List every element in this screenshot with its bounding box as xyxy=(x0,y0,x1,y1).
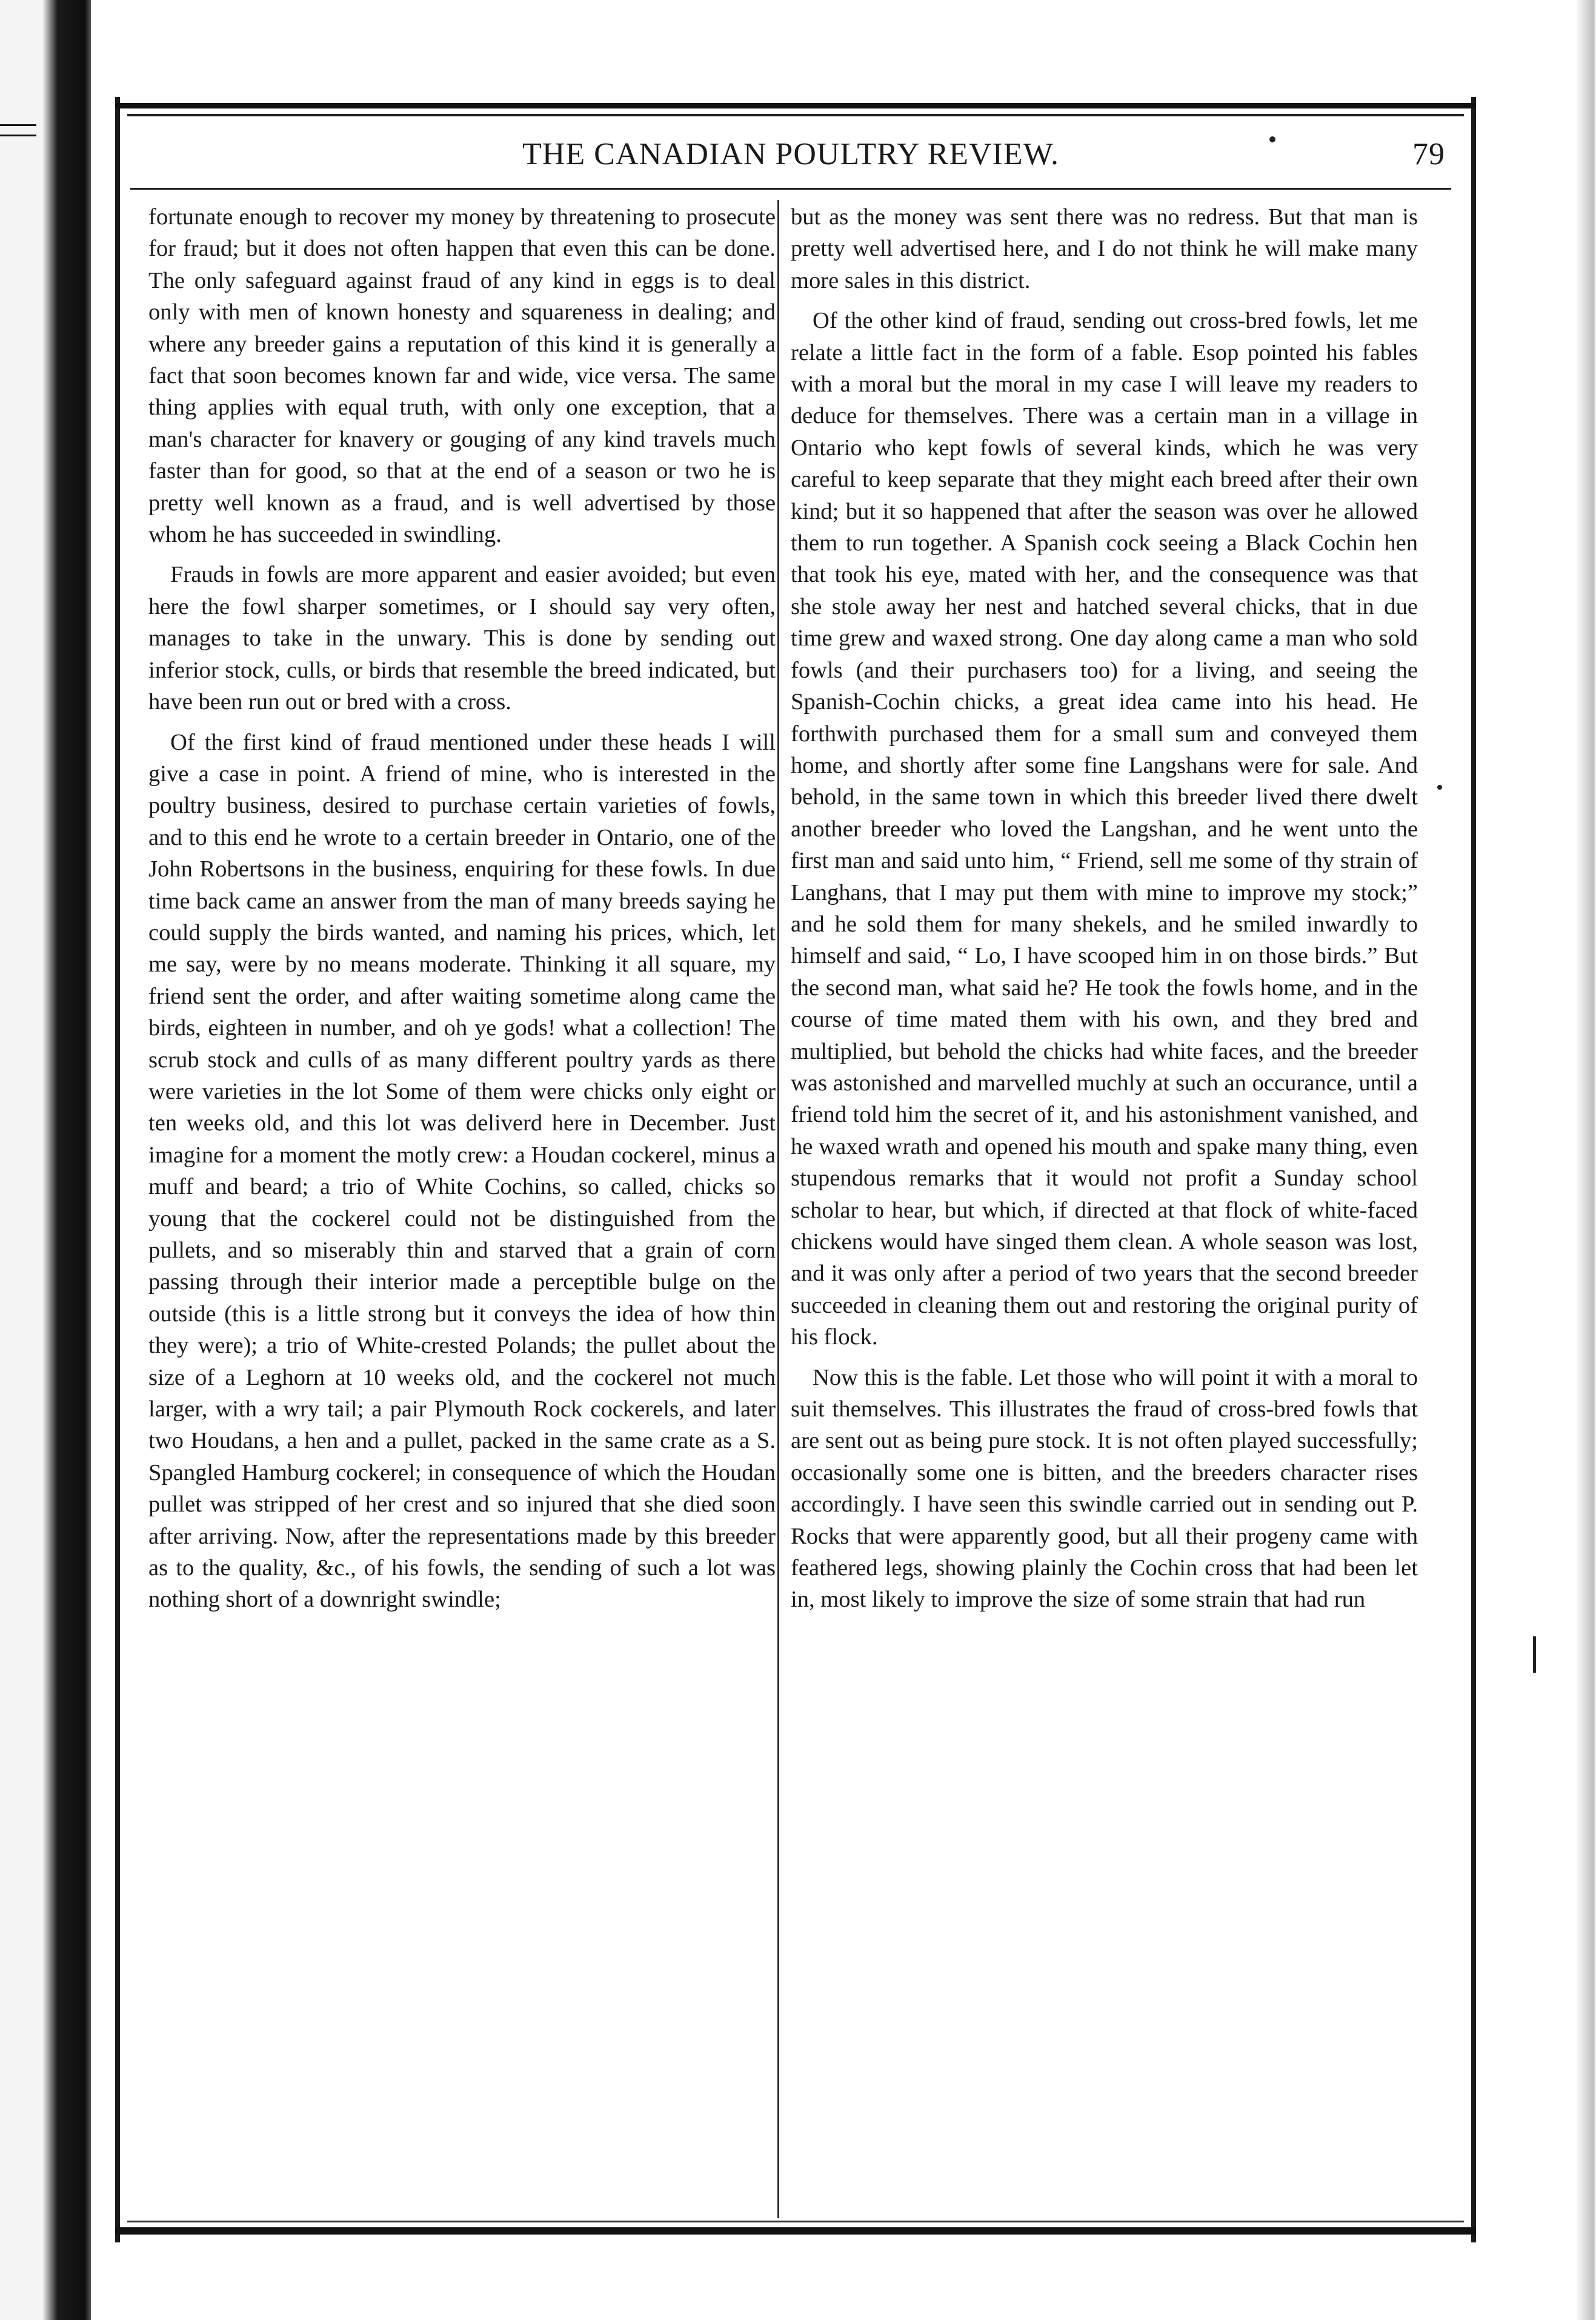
paragraph: Now this is the fable. Let those who will point it with a moral to suit themselves. This illustrates the fraud of cross-bred fowls that are sent out as being pure stock. It is not often played successfully; occasionally some one is bitten, and the breeders character rises accordingly. I have seen this swindle carried out in sending out P. Rocks that were apparently good, but all their progeny came with feathered legs, showing plainly the Cochin cross that had been let in, most likely to improve the size of some strain that had run xyxy=(791,1364,1418,1613)
paragraph: Of the first kind of fraud mentioned under these heads I will give a case in point. A friend of mine, who is interested in the poultry business, desired to purchase certain varieties of fowls, and to this end he wrote to a certain breeder in Ontario, one of the John Robertsons in the business, enquiring for these fowls. In due time back came an answer from the man of many breeds saying he could supply the birds wanted, and naming his prices, which, let me say, were by no means moderate. Thinking it all square, my friend sent the order, and after waiting sometime along came the birds, eighteen in number, and oh ye gods! what a collection! The scrub stock and culls of as many different poultry yards as there were varieties in the lot Some of them were chicks only eight or ten weeks old, and this lot was deliverd here in December. Just imagine for a moment the motly crew: a Houdan cockerel, minus a muff and beard; a trio of White Cochins, so called, chicks so young that the cockerel could not be distinguished from the pullets, and so miserably thin and starved that a grain of corn passing through their interior made a perceptible bulge on the outside (this is a little strong but it conveys the idea of how thin they were); a trio of White-crested Polands; the pullet about the size of a Leghorn at 10 weeks old, and the cockerel not much larger, with a wry tail; a pair Plymouth Rock cockerels, and later two Houdans, a hen and a pullet, packed in the same crate as a S. Spangled Hamburg cockerel; in consequence of which the Houdan pullet was stripped of her crest and so injured that she died soon after arriving. Now, after the representations made by this breeder as to the quality, &c., of his fowls, the sending of such a lot was nothing short of a downright swindle; xyxy=(148,729,776,1613)
journal-title: THE CANADIAN POULTRY REVIEW. xyxy=(522,137,1059,172)
paragraph: but as the money was sent there was no redress. But that man is pretty well advertised here, and I do not think he will make many more sales in this district. xyxy=(791,204,1418,293)
binding-mark xyxy=(0,135,36,136)
scan-speck xyxy=(1269,136,1275,142)
left-column xyxy=(148,201,776,2213)
page-edge-shadow xyxy=(1575,0,1596,2320)
right-column xyxy=(791,201,1418,2213)
page-number: 79 xyxy=(1412,137,1445,172)
paragraph: fortunate enough to recover my money by threatening to prosecute for fraud; but it does not often happen that even this can be done. The only safeguard against fraud of any kind in eggs is to deal only with men of known honesty and squareness in dealing; and where any breeder gains a reputation of this kind it is generally a fact that soon becomes known far and wide, vice versa. The same thing applies with equal truth, with only one exception, that a man's character for knavery or gouging of any kind travels much faster than for good, so that at the end of a season or two he is pretty well known as a fraud, and is well advertised by those whom he has succeeded in swindling. xyxy=(148,204,776,548)
binding-edge xyxy=(0,0,91,2320)
header-rule xyxy=(130,188,1451,190)
column-divider xyxy=(777,200,779,2218)
paragraph: Of the other kind of fraud, sending out cross-bred fowls, let me relate a little fact in the form of a fable. Esop pointed his fables with a moral but the moral in my case I will leave my readers to deduce for themselves. There was a certain man in a village in Ontario who kept fowls of several kinds, which he was very careful to keep separate that they might each breed after their own kind; but it so happened that after the season was over he allowed them to run together. A Spanish cock seeing a Black Cochin hen that took his eye, mated with her, and the consequence was that she stole away her nest and hatched several chicks, that in due time grew and waxed strong. One day along came a man who sold fowls (and their purchasers too) for a living, and seeing the Spanish-Cochin chicks, a great idea came into his head. He forthwith purchased them for a small sum and conveyed them home, and shortly after some fine Langshans were for sale. And behold, in the same town in which this breeder lived there dwelt another breeder who loved the Langshan, and he went unto the first man and said unto him, “ Friend, sell me some of thy strain of Langhans, that I may put them with mine to improve my stock;” and he sold them for many shekels, and he smiled inwardly to himself and said, “ Lo, I have scooped him in on those birds.” But the second man, what said he? He took the fowls home, and in the course of time mated them with his own, and they bred and multiplied, but behold the chicks had white faces, and the breeder was astonished and marvelled muchly at such an occurance, until a friend told him the secret of it, and his astonishment vanished, and he waxed wrath and opened his mouth and spake many thing, even stupendous remarks that it would not profit a Sunday school scholar to hear, but which, if directed at that flock of white-faced chickens would have singed them clean. A whole season was lost, and it was only after a period of two years that the second breeder succeeded in cleaning them out and restoring the original purity of his flock. xyxy=(791,308,1418,1350)
bottom-rule-thin xyxy=(127,2221,1464,2222)
top-rule xyxy=(115,103,1476,108)
running-header xyxy=(130,130,1451,179)
top-rule-thin xyxy=(127,114,1464,116)
paragraph: Frauds in fowls are more apparent and easier avoided; but even here the fowl sharper sometimes, or I should say very often, manages to take in the unwary. This is done by sending out inferior stock, culls, or birds that resemble the breed indicated, but have been run out or bred with a cross. xyxy=(148,562,776,715)
scan-speck xyxy=(1533,1636,1536,1673)
binding-mark xyxy=(0,124,36,126)
bottom-rule xyxy=(115,2227,1476,2235)
scan-speck xyxy=(1437,785,1442,790)
